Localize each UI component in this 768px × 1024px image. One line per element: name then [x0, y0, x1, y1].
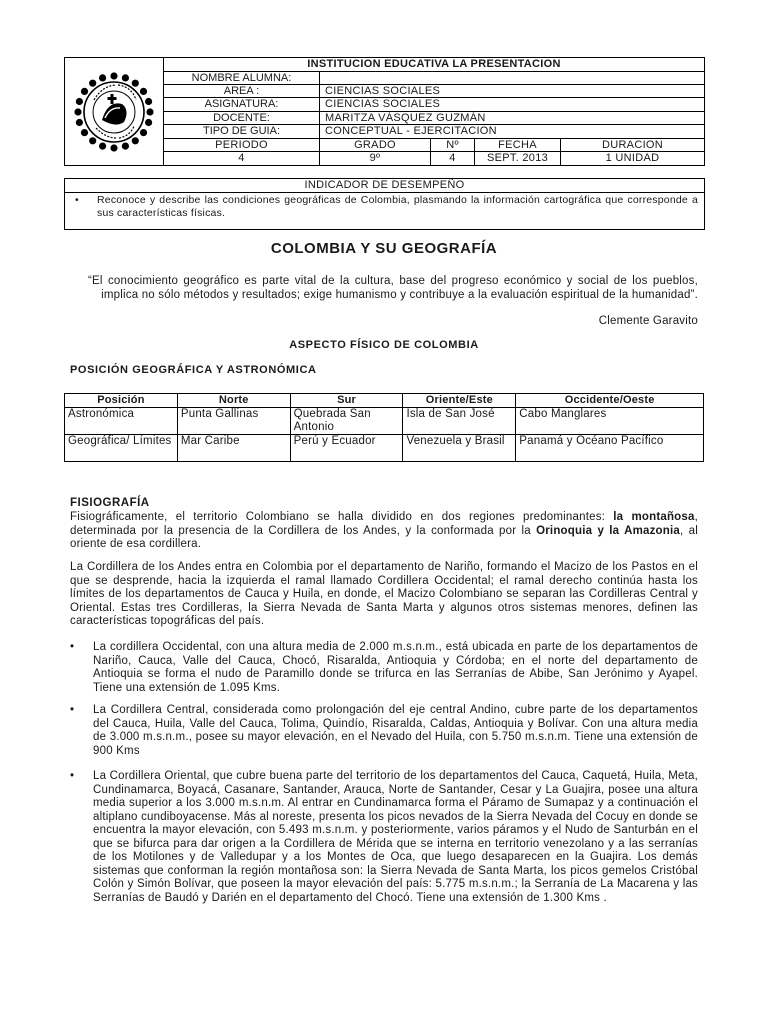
list-item	[70, 641, 698, 695]
label-student-name: NOMBRE ALUMNA:	[164, 72, 320, 84]
table-cell: Panamá y Océano Pacífico	[516, 435, 704, 462]
position-table-header-row	[65, 394, 704, 408]
row-info-values	[164, 152, 704, 165]
indicator-title: INDICADOR DE DESEMPEÑO	[65, 179, 704, 193]
performance-indicator-box	[64, 178, 705, 230]
value-duration: 1 UNIDAD	[605, 151, 660, 164]
quote-text: “El conocimiento geográfico es parte vital de la cultura, base del progreso económico y social de los pueblos, implica no sólo métodos y resultados; exige humanismo y contribuye a la evaluación espiritual de la humanidad”.	[88, 275, 698, 301]
row-subject	[164, 98, 704, 111]
text-run: Fisiográficamente, el territorio Colombiano se halla dividido en dos regiones predominantes:	[70, 511, 614, 523]
quote-author: Clemente Garavito	[598, 315, 698, 327]
school-seal-logo	[72, 70, 156, 154]
list-item	[70, 770, 698, 905]
row-student-name	[164, 72, 704, 85]
value-student-name	[320, 72, 704, 84]
bullet-mark: •	[70, 770, 75, 782]
label-guide-type: TIPO DE GUIA:	[164, 125, 320, 137]
table-cell: Perú y Ecuador	[290, 435, 403, 462]
column-header: Posición	[65, 394, 178, 408]
table-row	[65, 408, 704, 435]
subsection-title: POSICIÓN GEOGRÁFICA Y ASTRONÓMICA	[70, 364, 317, 376]
label-area: AREA :	[164, 85, 320, 97]
value-teacher: MARITZA VÁSQUEZ GUZMÁN	[325, 111, 486, 124]
text-run: , al oriente de esa cordillera.	[70, 524, 698, 550]
table-cell: Quebrada San Antonio	[290, 408, 403, 435]
value-period: 4	[164, 152, 320, 165]
table-cell: Mar Caribe	[177, 435, 290, 462]
fisiografia-paragraph-1	[70, 511, 698, 552]
column-header: Sur	[290, 394, 403, 408]
table-row	[65, 435, 704, 462]
value-guide-type: CONCEPTUAL - EJERCITACION	[325, 125, 497, 138]
bold-text-run: Orinoquia y la Amazonia	[536, 524, 680, 537]
section-title: ASPECTO FÍSICO DE COLOMBIA	[289, 339, 479, 351]
row-teacher	[164, 112, 704, 125]
list-item	[70, 704, 698, 758]
bullet-mark: •	[70, 641, 75, 653]
header-duration: DURACION	[601, 138, 664, 151]
header-number: Nº	[431, 139, 475, 151]
fisiografia-paragraph-2: La Cordillera de los Andes entra en Colombia por el departamento de Nariño, formando el Macizo de los Pastos en el que se desprende, hacia la izquierda el ramal llamado Cordillera Occidental; el ramal derecho continúa hasta los límites de los departamentos de Cauca y Huila, en donde, el Macizo Colombiano se separan las Cordilleras Central y Oriental. Estas tres Cordilleras, la Sierra Nevada de Santa Marta y algunos otros sistemas menores, definen las características topográficas del país.	[70, 561, 698, 627]
label-teacher: DOCENTE:	[164, 112, 320, 124]
indicator-text: Reconoce y describe las condiciones geográficas de Colombia, plasmando la información cartográfica que corresponde a sus características físicas.	[97, 194, 698, 219]
bold-text-run: la montañosa	[613, 511, 695, 523]
row-guide-type	[164, 125, 704, 138]
school-logo-cell	[65, 58, 164, 165]
value-grade: 9º	[320, 152, 431, 165]
header-period: PERIODO	[164, 139, 320, 151]
indicator-body	[65, 193, 704, 220]
table-cell: Venezuela y Brasil	[403, 435, 516, 462]
header-info-grid	[164, 58, 704, 165]
label-subject: ASIGNATURA:	[164, 98, 320, 110]
position-table	[64, 393, 704, 462]
indicator-bullet: •	[75, 194, 79, 206]
value-subject: CIENCIAS SOCIALES	[325, 98, 441, 111]
table-cell: Cabo Manglares	[516, 408, 704, 435]
row-area	[164, 85, 704, 98]
fisiografia-title: FISIOGRAFÍA	[70, 497, 150, 509]
column-header: Oriente/Este	[403, 394, 516, 408]
text-run: , determinada por la presencia de la Cordillera de los Andes, y la conformada por la	[70, 511, 698, 537]
column-header: Norte	[177, 394, 290, 408]
value-area: CIENCIAS SOCIALES	[325, 85, 441, 98]
header-grade: GRADO	[320, 139, 431, 151]
bullet-mark: •	[70, 704, 75, 716]
list-item-text: La Cordillera Oriental, que cubre buena parte del territorio de los departamentos del Cauca, Caquetá, Huila, Meta, Cundinamarca, Boyacá, Casanare, Santander, Arauca, Norte de Santander, Cesar y La Guajira, posee una altura media superior a los 3.000 m.s.n.m. Al entrar en Cundinamarca forma el Páramo de Sumapaz y a continuación el altiplano cundiboyacense. Más al noreste, presenta los picos nevados de la Sierra Nevada del Cocuy en donde se encuentra la mayor elevación, con 5.493 m.s.n.m. y posteriormente, varios páramos y el Nudo de Santurbán en el que se bifurca para dar origen a la Cordillera de Mérida que se interna en territorio venezolano y a las serranías de los Motilones y de Valledupar y a los Montes de Oca, que luego desaparecen en la Guajira. Los demás sistemas que conforman la región montañosa son: la Sierra Nevada de Santa Marta, los picos gemelos Cristóbal Colón y Simón Bolívar, que poseen la mayor elevación del país: 5.775 m.s.n.m.; la Serranía de La Macarena y las Serranías de Baudó y Darién en el departamento del Chocó. Tiene una extensión de 1.300 Kms .	[93, 770, 698, 904]
list-item-text: La cordillera Occidental, con una altura media de 2.000 m.s.n.m., está ubicada en parte de los departamentos de Nariño, Cauca, Valle del Cauca, Chocó, Risaralda, Antioquia y Córdoba; en el norte del departamento de Antioquia se forma el nudo de Paramillo donde se trifurca en las Serranías de Abibe, San Jerónimo y Ayapel. Tiene una extensión de 1.095 Kms.	[93, 641, 698, 694]
table-cell: Punta Gallinas	[177, 408, 290, 435]
header-table	[64, 57, 705, 166]
institution-title: INSTITUCION EDUCATIVA LA PRESENTACION	[164, 58, 704, 72]
value-date: SEPT. 2013	[475, 152, 561, 165]
page-title: COLOMBIA Y SU GEOGRAFÍA	[270, 240, 498, 257]
value-number: 4	[431, 152, 475, 165]
table-cell: Geográfica/ Límites	[65, 435, 178, 462]
list-item-text: La Cordillera Central, considerada como prolongación del eje central Andino, cubre parte de los departamentos del Cauca, Huila, Valle del Cauca, Tolima, Quindío, Risaralda, Caldas, Antioquia y Bolívar. Con una altura media de 3.000 m.s.n.m., posee su mayor elevación, en el Nevado del Huila, con 5.750 m.s.n.m. Tiene una extensión de 900 Kms	[93, 704, 698, 757]
table-cell: Isla de San José	[403, 408, 516, 435]
table-cell: Astronómica	[65, 408, 178, 435]
column-header: Occidente/Oeste	[516, 394, 704, 408]
header-date: FECHA	[475, 139, 561, 151]
row-info-headers	[164, 139, 704, 152]
